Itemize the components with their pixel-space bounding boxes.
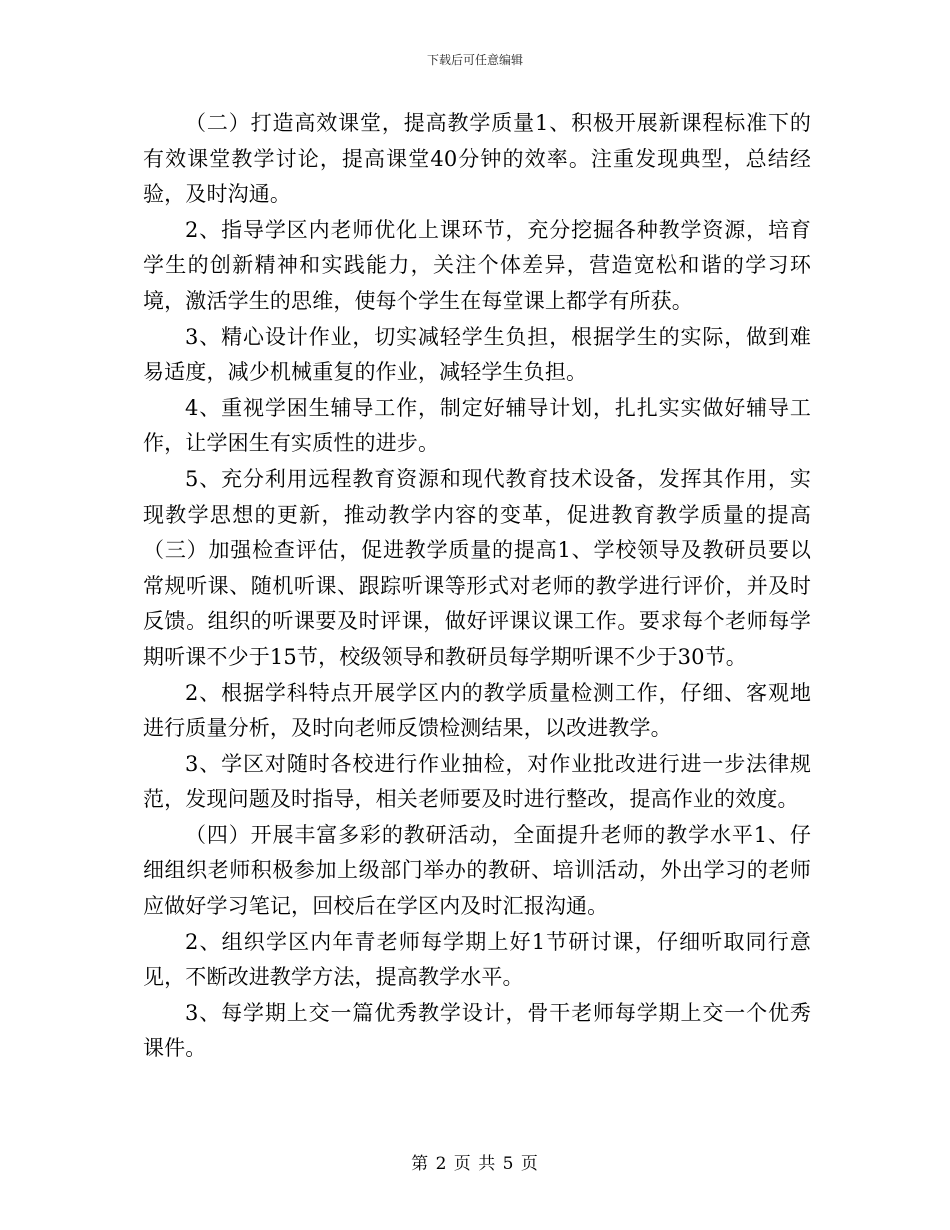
paragraph-section-three-item-3: 3、学区对随时各校进行作业抽检，对作业批改进行进一步法律规范，发现问题及时指导，相关老师要及时进行整改，提高作业的效度。 [143, 751, 811, 812]
paragraph-section-two-item-4: 4、重视学困生辅导工作，制定好辅导计划，扎扎实实做好辅导工作，让学困生有实质性的进步。 [143, 395, 811, 456]
paragraph-section-four-item-1: （四）开展丰富多彩的教研活动，全面提升老师的教学水平1、仔细组织老师积极参加上级部门举办的教研、培训活动，外出学习的老师应做好学习笔记，回校后在学区内及时汇报沟通。 [143, 822, 811, 919]
paragraph-section-four-item-3: 3、每学期上交一篇优秀教学设计，骨干老师每学期上交一个优秀课件。 [143, 1000, 811, 1061]
paragraph-section-two-item-5-section-three-item-1: 5、充分利用远程教育资源和现代教育技术设备，发挥其作用，实现教学思想的更新，推动教学内容的变革，促进教育教学质量的提高（三）加强检查评估，促进教学质量的提高1、学校领导及教研员要以常规听课、随机听课、跟踪听课等形式对老师的教学进行评价，并及时反馈。组织的听课要及时评课，做好评课议课工作。要求每个老师每学期听课不少于15节，校级领导和教研员每学期听课不少于30节。 [143, 466, 811, 669]
page-header: 下载后可任意编辑 [426, 53, 523, 67]
paragraph-section-two-item-1: （二）打造高效课堂，提高教学质量1、积极开展新课程标准下的有效课堂教学讨论，提高课堂40分钟的效率。注重发现典型，总结经验，及时沟通。 [143, 111, 811, 207]
paragraph-section-four-item-2: 2、组织学区内年青老师每学期上好1节研讨课，仔细听取同行意见，不断改进教学方法，提高教学水平。 [143, 929, 811, 990]
paragraph-section-three-item-2: 2、根据学科特点开展学区内的教学质量检测工作，仔细、客观地进行质量分析，及时向老师反馈检测结果，以改进教学。 [143, 680, 811, 741]
page-number-footer: 第 2 页 共 5 页 [411, 1154, 539, 1174]
paragraph-section-two-item-2: 2、指导学区内老师优化上课环节，充分挖掘各种教学资源，培育学生的创新精神和实践能力，关注个体差异，营造宽松和谐的学习环境，激活学生的思维，使每个学生在每堂课上都学有所获。 [143, 217, 811, 313]
document-body [143, 106, 811, 1067]
paragraph-section-two-item-3: 3、精心设计作业，切实减轻学生负担，根据学生的实际，做到难易适度，减少机械重复的作业，减轻学生负担。 [143, 324, 811, 385]
